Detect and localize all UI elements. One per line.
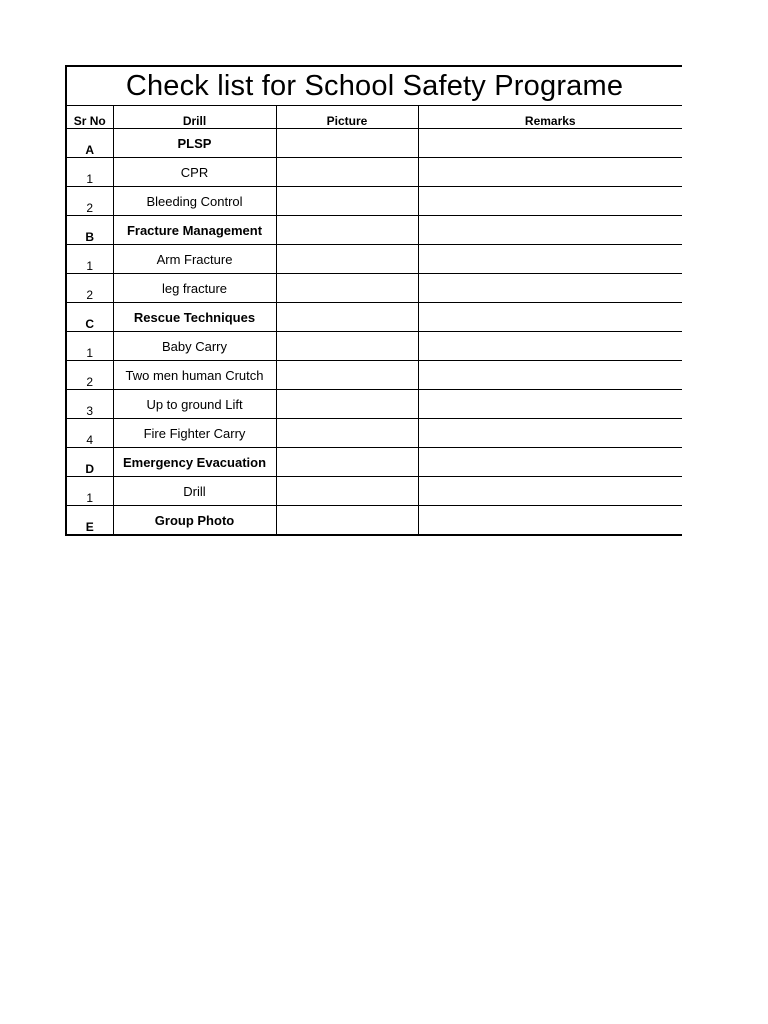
picture-cell [276, 448, 418, 477]
column-header-drill: Drill [113, 106, 276, 129]
drill-cell: PLSP [113, 129, 276, 158]
sr-no-cell: 4 [66, 419, 113, 448]
remarks-cell [418, 187, 682, 216]
picture-cell [276, 419, 418, 448]
section-row [66, 506, 682, 536]
table-row [66, 332, 682, 361]
remarks-cell [418, 274, 682, 303]
sr-no-cell: 3 [66, 390, 113, 419]
remarks-cell [418, 216, 682, 245]
picture-cell [276, 477, 418, 506]
column-header-sr-no: Sr No [66, 106, 113, 129]
remarks-cell [418, 448, 682, 477]
table-row [66, 419, 682, 448]
table-row [66, 361, 682, 390]
sr-no-cell: A [66, 129, 113, 158]
sr-no-cell: C [66, 303, 113, 332]
section-row [66, 448, 682, 477]
section-row [66, 216, 682, 245]
remarks-cell [418, 158, 682, 187]
remarks-cell [418, 245, 682, 274]
drill-cell: leg fracture [113, 274, 276, 303]
picture-cell [276, 216, 418, 245]
drill-cell: Emergency Evacuation [113, 448, 276, 477]
remarks-cell [418, 361, 682, 390]
page-title: Check list for School Safety Programe [66, 66, 682, 106]
remarks-cell [418, 477, 682, 506]
drill-cell: Fracture Management [113, 216, 276, 245]
picture-cell [276, 129, 418, 158]
remarks-cell [418, 332, 682, 361]
sr-no-cell: 2 [66, 361, 113, 390]
table-row [66, 390, 682, 419]
section-row [66, 303, 682, 332]
drill-cell: Two men human Crutch [113, 361, 276, 390]
table-row [66, 245, 682, 274]
picture-cell [276, 187, 418, 216]
picture-cell [276, 506, 418, 536]
sr-no-cell: 2 [66, 187, 113, 216]
sr-no-cell: D [66, 448, 113, 477]
sr-no-cell: 1 [66, 245, 113, 274]
column-header-remarks: Remarks [418, 106, 682, 129]
drill-cell: Fire Fighter Carry [113, 419, 276, 448]
picture-cell [276, 303, 418, 332]
section-row [66, 129, 682, 158]
table-row [66, 477, 682, 506]
drill-cell: Up to ground Lift [113, 390, 276, 419]
drill-cell: Group Photo [113, 506, 276, 536]
picture-cell [276, 158, 418, 187]
table-row [66, 158, 682, 187]
table-row [66, 274, 682, 303]
table-row [66, 187, 682, 216]
picture-cell [276, 361, 418, 390]
remarks-cell [418, 303, 682, 332]
header-row [66, 106, 682, 129]
drill-cell: Arm Fracture [113, 245, 276, 274]
sr-no-cell: 1 [66, 158, 113, 187]
drill-cell: Drill [113, 477, 276, 506]
sr-no-cell: 1 [66, 477, 113, 506]
sr-no-cell: 1 [66, 332, 113, 361]
checklist-sheet [65, 65, 681, 536]
remarks-cell [418, 419, 682, 448]
sr-no-cell: B [66, 216, 113, 245]
checklist-rows [66, 129, 682, 536]
picture-cell [276, 245, 418, 274]
picture-cell [276, 390, 418, 419]
remarks-cell [418, 390, 682, 419]
column-header-picture: Picture [276, 106, 418, 129]
drill-cell: Rescue Techniques [113, 303, 276, 332]
sr-no-cell: 2 [66, 274, 113, 303]
drill-cell: Baby Carry [113, 332, 276, 361]
sr-no-cell: E [66, 506, 113, 536]
drill-cell: Bleeding Control [113, 187, 276, 216]
drill-cell: CPR [113, 158, 276, 187]
picture-cell [276, 274, 418, 303]
remarks-cell [418, 129, 682, 158]
remarks-cell [418, 506, 682, 536]
checklist-table [65, 65, 682, 536]
picture-cell [276, 332, 418, 361]
